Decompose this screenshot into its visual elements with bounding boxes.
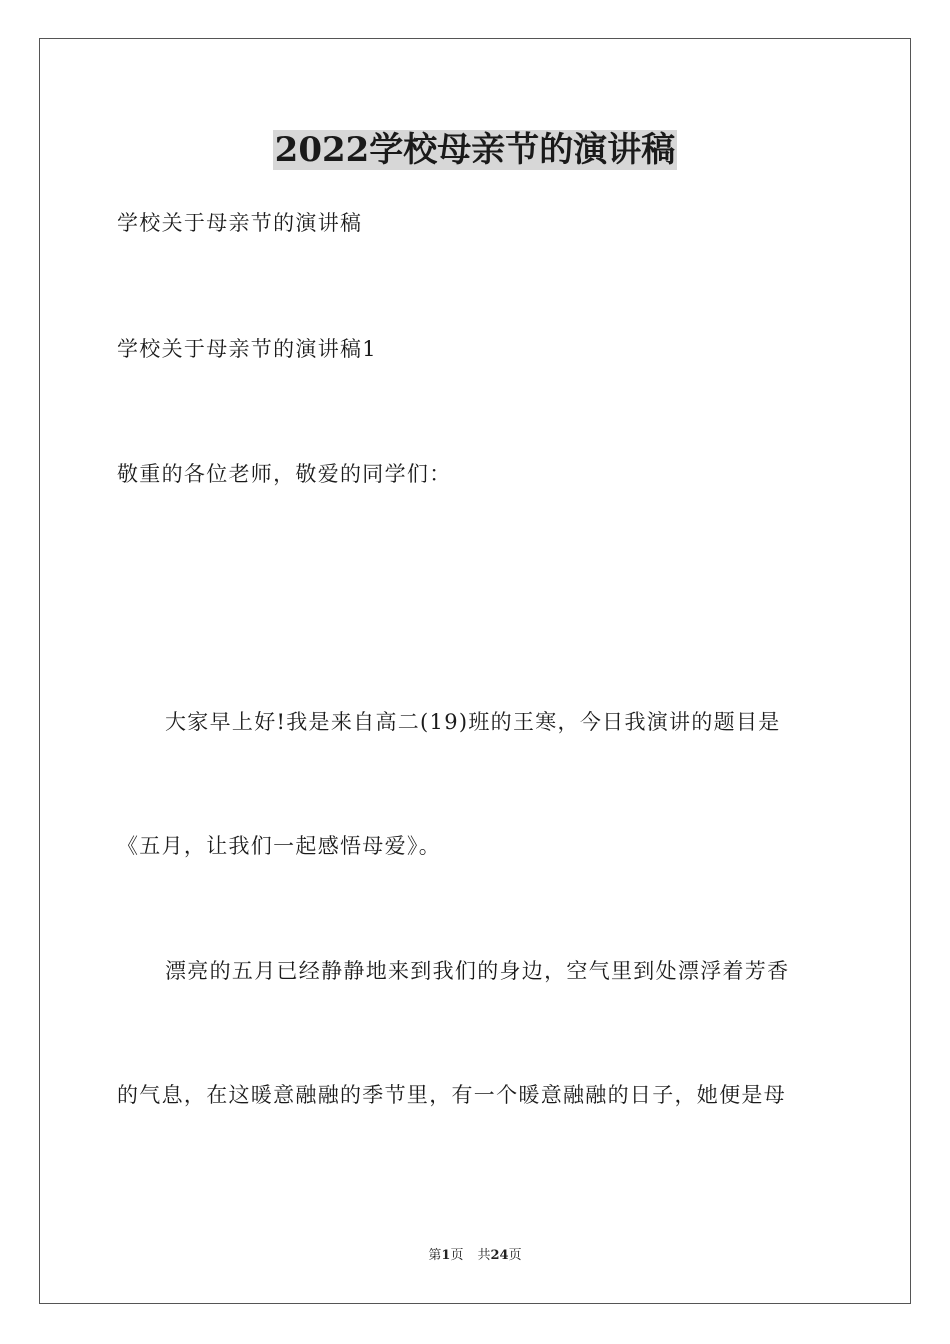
paragraph-line: 的气息，在这暖意融融的季节里，有一个暖意融融的日子，她便是母	[117, 1083, 786, 1107]
footer-total-pages: 24	[490, 1248, 509, 1263]
paragraph-line: 漂亮的五月已经静静地来到我们的身边，空气里到处漂浮着芳香	[165, 959, 790, 983]
footer-page-number: 1	[441, 1248, 451, 1263]
page-footer	[0, 1247, 950, 1265]
footer-total-suffix: 页	[508, 1248, 522, 1263]
document-title	[0, 126, 950, 174]
footer-page-prefix: 第	[428, 1248, 442, 1263]
document-title-text: 2022学校母亲节的演讲稿	[274, 130, 676, 170]
paragraph-salutation: 敬重的各位老师，敬爱的同学们：	[117, 462, 452, 486]
footer-total-prefix: 共	[477, 1248, 491, 1263]
paragraph-subtitle: 学校关于母亲节的演讲稿	[117, 211, 363, 235]
footer-page-suffix: 页	[450, 1248, 464, 1263]
paragraph-section-heading: 学校关于母亲节的演讲稿1	[117, 337, 377, 361]
paragraph-line: 《五月，让我们一起感悟母爱》。	[117, 834, 441, 858]
paragraph-line: 大家早上好!我是来自高二(19)班的王寒，今日我演讲的题目是	[165, 710, 781, 734]
